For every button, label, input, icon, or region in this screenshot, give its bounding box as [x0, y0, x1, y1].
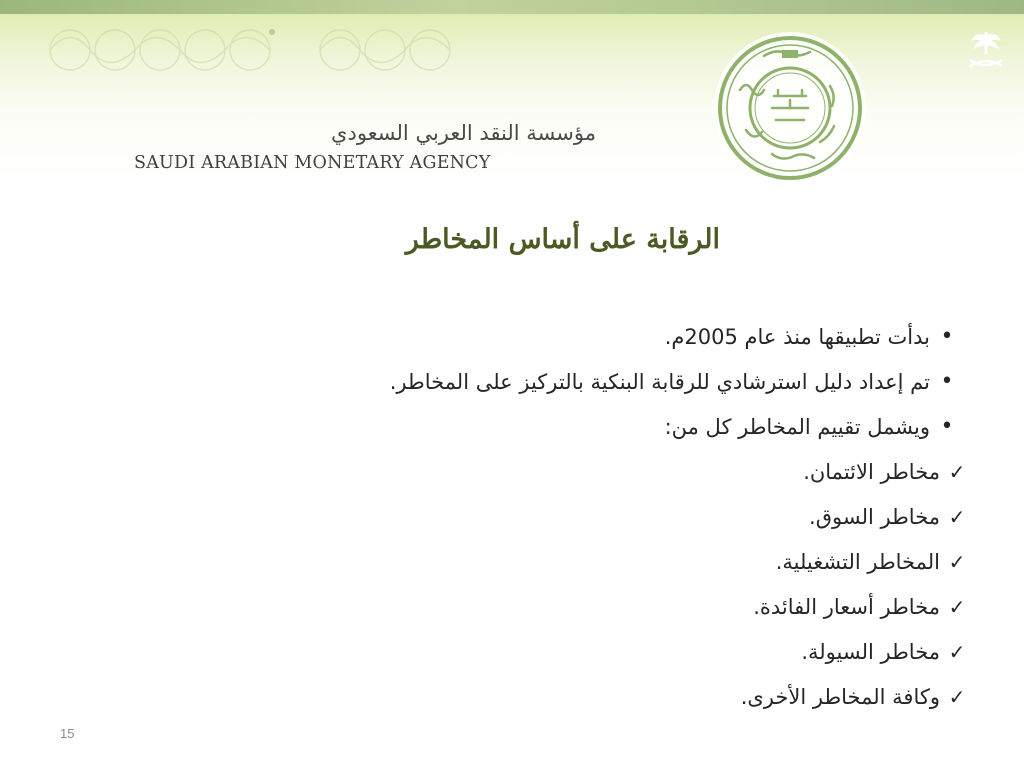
checkmark-icon: ✓ [948, 550, 966, 574]
bullet-item [200, 361, 970, 406]
slide-title: الرقابة على أساس المخاطر [405, 224, 720, 255]
checklist-text: المخاطر التشغيلية. [775, 550, 940, 574]
bullet-dot-icon: • [940, 414, 954, 439]
checkmark-icon: ✓ [948, 505, 966, 529]
checklist-item [200, 541, 970, 586]
checklist-item [200, 676, 970, 721]
bullet-dot-icon: • [940, 324, 954, 349]
checklist-text: مخاطر أسعار الفائدة. [753, 595, 940, 619]
org-name-english: SAUDI ARABIAN MONETARY AGENCY [134, 153, 491, 173]
checklist-text: مخاطر السوق. [809, 505, 940, 529]
risk-checklist [200, 451, 970, 721]
checklist-item [200, 496, 970, 541]
checkmark-icon: ✓ [948, 685, 966, 709]
bullet-text: ويشمل تقييم المخاطر كل من: [664, 415, 930, 439]
checklist-text: وكافة المخاطر الأخرى. [740, 685, 940, 709]
checklist-text: مخاطر السيولة. [801, 640, 940, 664]
checklist-text: مخاطر الائتمان. [803, 460, 940, 484]
bullet-list [200, 316, 970, 451]
bullet-item [200, 316, 970, 361]
checklist-item [200, 631, 970, 676]
checklist-item [200, 586, 970, 631]
checkmark-icon: ✓ [948, 640, 966, 664]
slide-content [200, 316, 970, 721]
bullet-text: تم إعداد دليل استرشادي للرقابة البنكية بالتركيز على المخاطر. [389, 370, 930, 394]
arabesque-pattern [40, 20, 480, 80]
header-top-strip [0, 0, 1024, 14]
bullet-item [200, 406, 970, 451]
checkmark-icon: ✓ [948, 595, 966, 619]
org-name-arabic: مؤسسة النقد العربي السعودي [331, 121, 596, 145]
bullet-text: بدأت تطبيقها منذ عام 2005م. [664, 325, 930, 349]
checkmark-icon: ✓ [948, 460, 966, 484]
bullet-dot-icon: • [940, 369, 954, 394]
palm-and-swords-emblem [966, 28, 1006, 74]
checklist-item [200, 451, 970, 496]
sama-seal-logo [712, 30, 868, 186]
page-number: 15 [60, 726, 75, 741]
